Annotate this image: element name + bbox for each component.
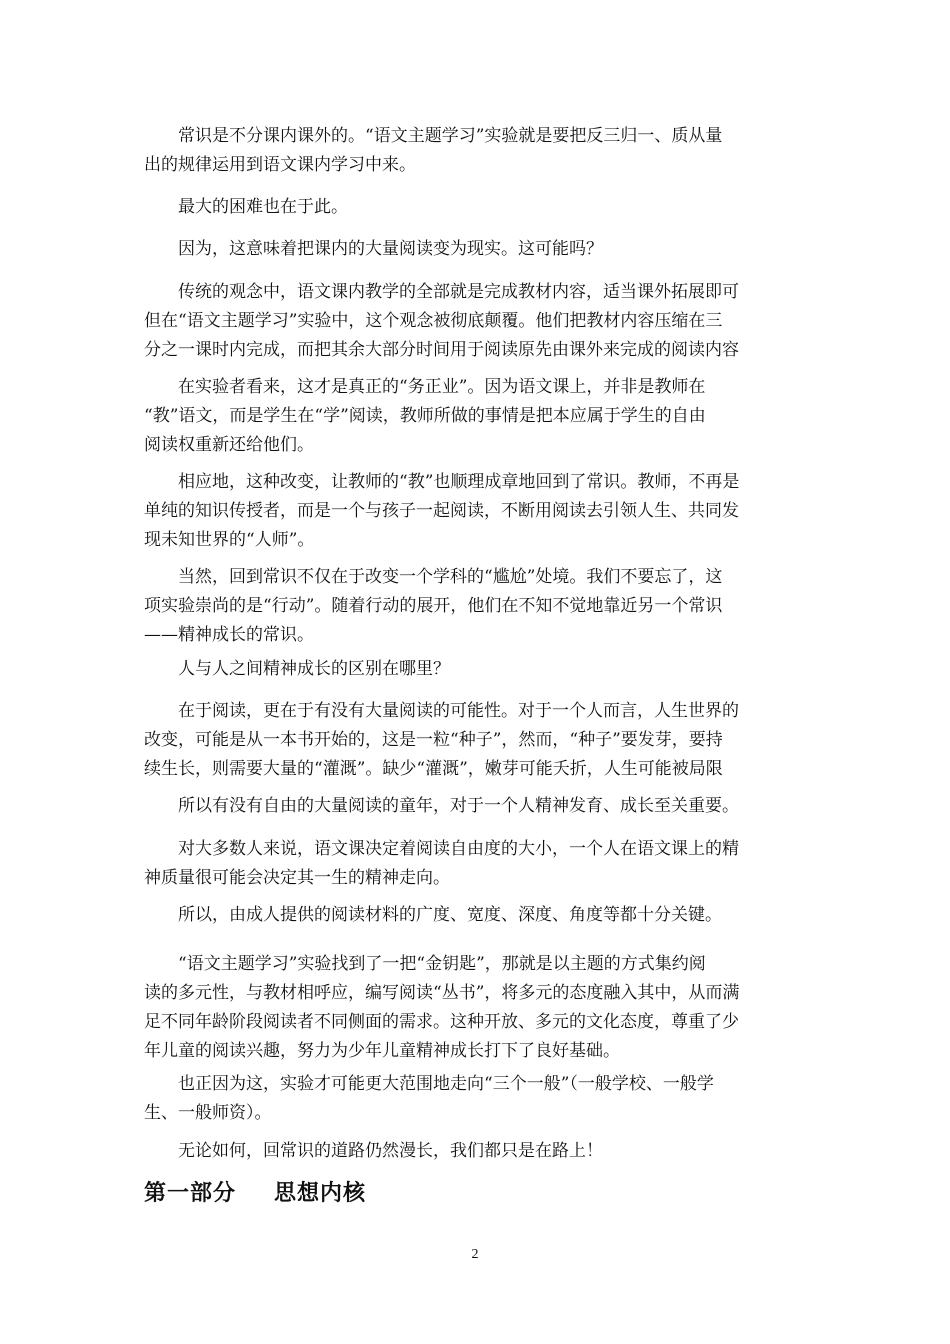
paragraph bbox=[144, 901, 722, 930]
section-heading bbox=[144, 1176, 366, 1207]
text-line: 神质量很可能会决定其一生的精神走向。 bbox=[144, 868, 450, 888]
paragraph bbox=[144, 835, 739, 893]
text-line: 年儿童的阅读兴趣，努力为少年儿童精神成长打下了良好基础。 bbox=[144, 1041, 620, 1061]
text-line: 续生长，则需要大量的“灌溉”。缺少“灌溉”，嫩芽可能夭折，人生可能被局限 bbox=[144, 759, 723, 779]
text-line: 但在“语文主题学习”实验中，这个观念被彻底颠覆。他们把教材内容压缩在三 bbox=[144, 311, 723, 331]
paragraph bbox=[144, 193, 348, 222]
paragraph bbox=[144, 1070, 714, 1128]
paragraph bbox=[144, 122, 722, 180]
paragraph bbox=[144, 278, 739, 365]
text-line: 传统的观念中，语文课内教学的全部就是完成教材内容，适当课外拓展即可 bbox=[178, 282, 739, 302]
text-line: 对大多数人来说，语文课决定着阅读自由度的大小，一个人在语文课上的精 bbox=[178, 839, 739, 859]
paragraph bbox=[144, 655, 450, 684]
page-number: 2 bbox=[471, 1247, 479, 1262]
text-line: 相应地，这种改变，让教师的“教”也顺理成章地回到了常识。教师，不再是 bbox=[178, 472, 740, 492]
text-line: 常识是不分课内课外的。“语文主题学习”实验就是要把反三归一、质从量 bbox=[178, 126, 723, 146]
text-line: 在于阅读，更在于有没有大量阅读的可能性。对于一个人而言，人生世界的 bbox=[178, 701, 739, 721]
heading-part-label: 第一部分 bbox=[144, 1180, 237, 1206]
paragraph bbox=[144, 563, 722, 650]
text-line: 人与人之间精神成长的区别在哪里？ bbox=[178, 659, 450, 679]
text-line: 足不同年龄阶段阅读者不同侧面的需求。这种开放、多元的文化态度，尊重了少 bbox=[144, 1012, 739, 1032]
text-line: 最大的困难也在于此。 bbox=[178, 197, 348, 217]
text-line: 生、一般师资）。 bbox=[144, 1103, 272, 1123]
paragraph bbox=[144, 468, 739, 555]
text-line: 改变，可能是从一本书开始的，这是一粒“种子”，然而，“种子”要发芽，要持 bbox=[144, 730, 723, 750]
text-line: 分之一课时内完成，而把其余大部分时间用于阅读原先由课外来完成的阅读内容 bbox=[144, 340, 739, 360]
paragraph bbox=[144, 792, 739, 821]
paragraph bbox=[144, 697, 739, 784]
text-line: 阅读权重新还给他们。 bbox=[144, 435, 314, 455]
paragraph bbox=[144, 235, 603, 264]
text-line: 无论如何，回常识的道路仍然漫长，我们都只是在路上！ bbox=[178, 1141, 603, 1161]
text-line: 也正因为这，实验才可能更大范围地走向“三个一般”（一般学校、一般学 bbox=[178, 1074, 714, 1094]
text-line: 单纯的知识传授者，而是一个与孩子一起阅读，不断用阅读去引领人生、共同发 bbox=[144, 501, 739, 521]
text-line: 读的多元性，与教材相呼应，编写阅读“丛书”，将多元的态度融入其中，从而满 bbox=[144, 983, 740, 1003]
paragraph bbox=[144, 950, 739, 1066]
paragraph bbox=[144, 373, 706, 460]
text-line: 现未知世界的“人师”。 bbox=[144, 530, 315, 550]
document-page bbox=[144, 0, 808, 1344]
text-line: 在实验者看来，这才是真正的“务正业”。因为语文课上，并非是教师在 bbox=[178, 377, 706, 397]
text-line: 项实验崇尚的是“行动”。随着行动的展开，他们在不知不觉地靠近另一个常识 bbox=[144, 596, 723, 616]
text-line: 出的规律运用到语文课内学习中来。 bbox=[144, 155, 416, 175]
text-line: “教”语文，而是学生在“学”阅读，教师所做的事情是把本应属于学生的自由 bbox=[144, 406, 706, 426]
text-line: ——精神成长的常识。 bbox=[144, 625, 314, 645]
text-line: “语文主题学习”实验找到了一把“金钥匙”，那就是以主题的方式集约阅 bbox=[178, 954, 706, 974]
text-line: 所以，由成人提供的阅读材料的广度、宽度、深度、角度等都十分关键。 bbox=[178, 905, 722, 925]
text-line: 所以有没有自由的大量阅读的童年，对于一个人精神发育、成长至关重要。 bbox=[178, 796, 739, 816]
heading-title: 思想内核 bbox=[274, 1180, 367, 1206]
text-line: 因为，这意味着把课内的大量阅读变为现实。这可能吗？ bbox=[178, 239, 603, 259]
text-line: 当然，回到常识不仅在于改变一个学科的“尴尬”处境。我们不要忘了，这 bbox=[178, 567, 723, 587]
paragraph bbox=[144, 1137, 603, 1166]
